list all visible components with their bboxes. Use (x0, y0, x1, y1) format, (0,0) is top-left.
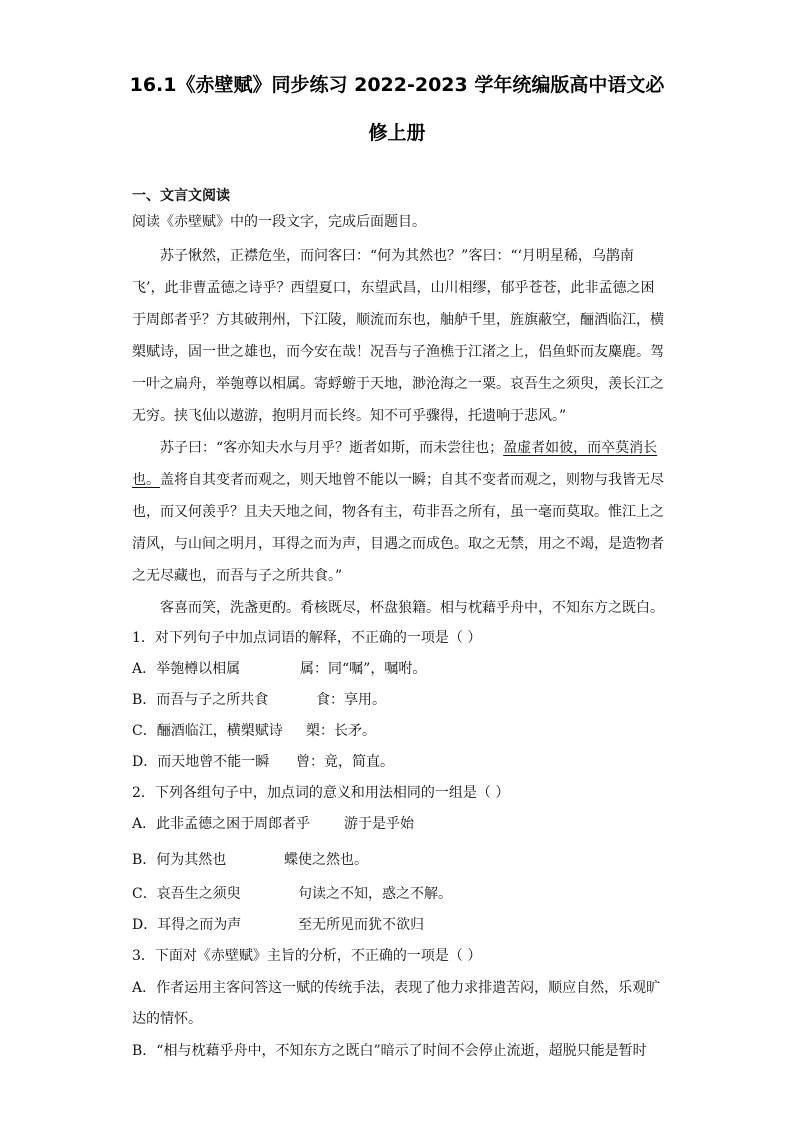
passage-p1-line: 苏子愀然，正襟危坐，而问客曰：“何为其然也？”客曰：“‘月明星稀，乌鹊南 (160, 248, 634, 264)
question-3-option-b-line-1: B．“相与枕藉乎舟中，不知东方之既白”暗示了时间不会停止流逝，超脱只能是暂时 (132, 1043, 647, 1059)
underlined-sentence-end: 也。 (132, 472, 160, 488)
question-2-option-d (132, 915, 424, 935)
option-note: 槊：长矛。 (306, 723, 376, 739)
question-1-option-a (132, 659, 426, 679)
question-1-option-d (132, 752, 394, 772)
document-title-line-1: 16.1《赤壁赋》同步练习 2022-2023 学年统编版高中语文必 (129, 74, 665, 96)
passage-p1-line: 无穷。挟飞仙以遨游，抱明月而长终。知不可乎骤得，托遗响于悲风。” (132, 408, 567, 424)
passage-p1-line: 一叶之扁舟，举匏尊以相属。寄蜉蝣于天地，渺沧海之一粟。哀吾生之须臾，羡长江之 (132, 376, 664, 392)
passage-p2-line: 清风，与山间之明月，耳得之而为声，目遇之而成色。取之无禁，用之不竭，是造物者 (132, 536, 664, 552)
question-3-option-a-line-1: A．作者运用主客问答这一赋的传统手法，表现了他力求排遣苦闷，顺应自然，乐观旷 (132, 980, 661, 996)
question-2-option-a (132, 814, 414, 834)
option-text: A．举匏樽以相属 (132, 661, 241, 677)
option-note: 游于是乎始 (344, 816, 414, 832)
question-2-option-c (132, 884, 452, 904)
question-3-stem: 3．下面对《赤壁赋》主旨的分析，不正确的一项是（ ） (132, 948, 482, 964)
section-instruction: 阅读《赤壁赋》中的一段文字，完成后面题目。 (132, 214, 426, 230)
passage-p1-line: 于周郎者乎？方其破荆州，下江陵，顺流而东也，舳舻千里，旌旗蔽空，酾酒临江，横 (132, 312, 664, 328)
question-1-stem: 1．对下列句子中加点词语的解释，不正确的一项是（ ） (132, 630, 482, 646)
passage-p1-line: 槊赋诗，固一世之雄也，而今安在哉！况吾与子渔樵于江渚之上，侣鱼虾而友麋鹿。驾 (132, 344, 664, 360)
passage-p2-text: 盖将自其变者而观之，则天地曾不能以一瞬；自其不变者而观之，则物与我皆无尽 (160, 472, 664, 488)
option-note: 属：同“嘱”，嘱咐。 (300, 661, 427, 677)
passage-p1-line: 飞’，此非曹孟德之诗乎？西望夏口，东望武昌，山川相缪，郁乎苍苍，此非孟德之困 (132, 280, 655, 296)
question-1-option-b (132, 690, 386, 710)
option-text: D．而天地曾不能一瞬 (132, 754, 270, 770)
option-note: 食：享用。 (316, 692, 386, 708)
question-3-option-a-line-2: 达的情怀。 (132, 1011, 202, 1027)
option-text: B．而吾与子之所共食 (132, 692, 269, 708)
passage-p3-line: 客喜而笑，洗盏更酌。肴核既尽，杯盘狼籍。相与枕藉乎舟中，不知东方之既白。 (160, 600, 664, 616)
option-note: 句读之不知，惑之不解。 (298, 886, 452, 902)
section-heading: 一、文言文阅读 (132, 188, 230, 204)
passage-p2-text: 苏子曰：“客亦知夫水与月乎？逝者如斯，而未尝往也； (160, 440, 504, 456)
option-note: 蝶使之然也。 (284, 852, 368, 868)
option-text: A．此非孟德之困于周郎者乎 (132, 816, 311, 832)
option-text: C．哀吾生之须臾 (132, 886, 241, 902)
option-text: B．何为其然也 (132, 852, 227, 868)
passage-p2-line: 也，而又何羡乎？且夫天地之间，物各有主，苟非吾之所有，虽一毫而莫取。惟江上之 (132, 504, 664, 520)
option-text: C．酾酒临江，横槊赋诗 (132, 723, 283, 739)
document-title-line-2: 修上册 (368, 122, 426, 144)
passage-p2-line: 之无尽藏也，而吾与子之所共食。” (132, 568, 343, 584)
option-text: D．耳得之而为声 (132, 917, 242, 933)
question-1-option-c (132, 721, 376, 741)
underlined-sentence: 盈虚者如彼，而卒莫消长 (503, 440, 658, 456)
option-note: 曾：竟，简直。 (296, 754, 394, 770)
passage-p2-line (132, 470, 664, 490)
passage-p2-line (160, 438, 657, 458)
question-2-option-b (132, 850, 368, 870)
question-2-stem: 2．下列各组句子中，加点词的意义和用法相同的一组是（ ） (132, 785, 510, 801)
option-note: 至无所见而犹不欲归 (298, 917, 424, 933)
